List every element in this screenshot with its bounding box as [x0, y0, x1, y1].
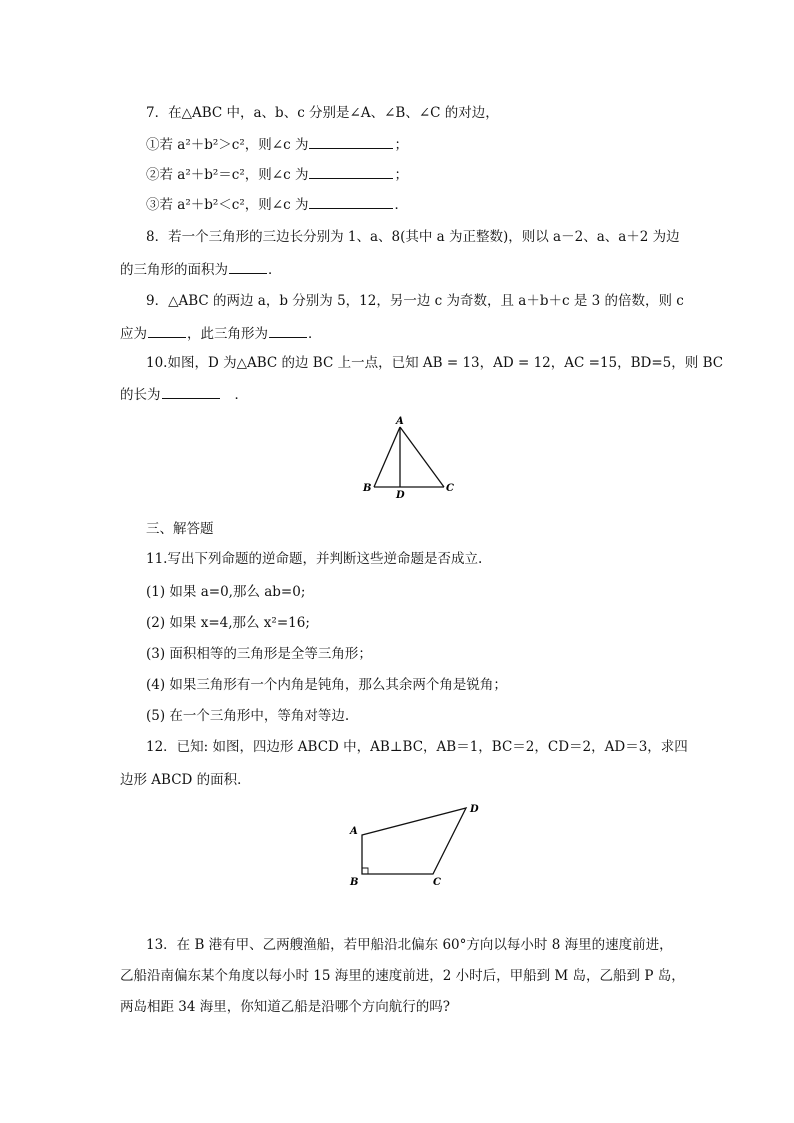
q7-case-3: [146, 194, 408, 215]
q11-item-1: (1) 如果 a=0,那么 ab=0;: [146, 584, 306, 600]
q13-line-3: 两岛相距 34 海里，你知道乙船是沿哪个方向航行的吗?: [120, 999, 450, 1015]
q7-case-3-end: ．: [394, 197, 408, 213]
q12-line-1: 12．已知: 如图，四边形 ABCD 中，AB⊥BC，AB＝1，BC＝2，CD＝2，AD＝3，求四: [146, 739, 688, 755]
q9-answer-blank-1[interactable]: [148, 323, 186, 338]
q7-case-2: [146, 164, 408, 185]
fig1-label-b: B: [363, 483, 372, 494]
q9-line-2-end: ．: [308, 326, 322, 342]
q12-line-2: 边形 ABCD 的面积．: [120, 772, 251, 788]
fig2-label-d: D: [470, 804, 479, 815]
q11-item-2: (2) 如果 x=4,那么 x²=16;: [146, 615, 310, 631]
q11-stem: 11.写出下列命题的逆命题，并判断这些逆命题是否成立.: [146, 551, 483, 567]
q8-line-2-end: ．: [268, 262, 282, 278]
q7-answer-blank-3[interactable]: [309, 194, 393, 209]
quadrilateral-outline: [362, 808, 466, 874]
q8-line-2-text: 的三角形的面积为: [120, 262, 228, 278]
q9-line-2: [120, 323, 322, 344]
q8-line-1: 8．若一个三角形的三边长分别为 1、a、8(其中 a 为正整数)，则以 a－2、a、a＋2 为边: [146, 229, 680, 245]
fig1-label-c: C: [446, 483, 454, 494]
q7-case-2-text: ②若 a²＋b²＝c²，则∠c 为: [146, 167, 309, 183]
q9-line-1: 9．△ABC 的两边 a，b 分别为 5，12，另一边 c 为奇数，且 a＋b＋c 是 3 的倍数，则 c: [146, 293, 684, 309]
q13-line-1: 13．在 B 港有甲、乙两艘渔船，若甲船沿北偏东 60°方向以每小时 8 海里的速度前进，: [146, 937, 673, 953]
q8-line-2: [120, 259, 282, 280]
fig1-label-d: D: [396, 490, 405, 501]
q10-answer-blank[interactable]: [162, 384, 220, 399]
q10-line-2-text: 的长为: [120, 387, 161, 403]
q7-case-2-end: ；: [394, 167, 408, 183]
q9-line-2-mid: ，此三角形为: [187, 326, 268, 342]
q9-line-2-text: 应为: [120, 326, 147, 342]
q10-line-2-end: ．: [234, 387, 248, 403]
right-angle-mark: [362, 868, 368, 874]
section-title: 三、解答题: [146, 521, 214, 537]
q11-item-5: (5) 在一个三角形中，等角对等边.: [146, 708, 350, 724]
q8-answer-blank[interactable]: [229, 259, 267, 274]
fig1-label-a: A: [396, 416, 404, 427]
segment-ab: [374, 427, 400, 487]
q11-item-4: (4) 如果三角形有一个内角是钝角，那么其余两个角是锐角；: [146, 677, 507, 693]
segment-ac: [400, 427, 444, 487]
fig2-label-a: A: [350, 826, 358, 837]
q9-answer-blank-2[interactable]: [269, 323, 307, 338]
q10-line-2: [120, 384, 248, 405]
triangle-abc-figure: [356, 410, 466, 502]
quadrilateral-abcd-figure: [340, 796, 490, 892]
q7-answer-blank-2[interactable]: [309, 164, 393, 179]
q7-case-1: [146, 134, 408, 155]
q7-case-3-text: ③若 a²＋b²＜c²，则∠c 为: [146, 197, 309, 213]
q7-case-1-text: ①若 a²＋b²＞c²，则∠c 为: [146, 137, 309, 153]
q10-line-1: 10.如图，D 为△ABC 的边 BC 上一点，已知 AB = 13，AD = 12，AC =15，BD=5，则 BC: [146, 355, 724, 371]
q7-stem: 7．在△ABC 中，a、b、c 分别是∠A、∠B、∠C 的对边，: [146, 105, 499, 121]
q7-case-1-end: ；: [394, 137, 408, 153]
fig2-label-c: C: [433, 877, 441, 888]
q13-line-2: 乙船沿南偏东某个角度以每小时 15 海里的速度前进，2 小时后，甲船到 M 岛，乙船到 P 岛，: [120, 968, 685, 984]
q11-item-3: (3) 面积相等的三角形是全等三角形；: [146, 646, 372, 662]
q7-answer-blank-1[interactable]: [309, 134, 393, 149]
fig2-label-b: B: [350, 877, 359, 888]
